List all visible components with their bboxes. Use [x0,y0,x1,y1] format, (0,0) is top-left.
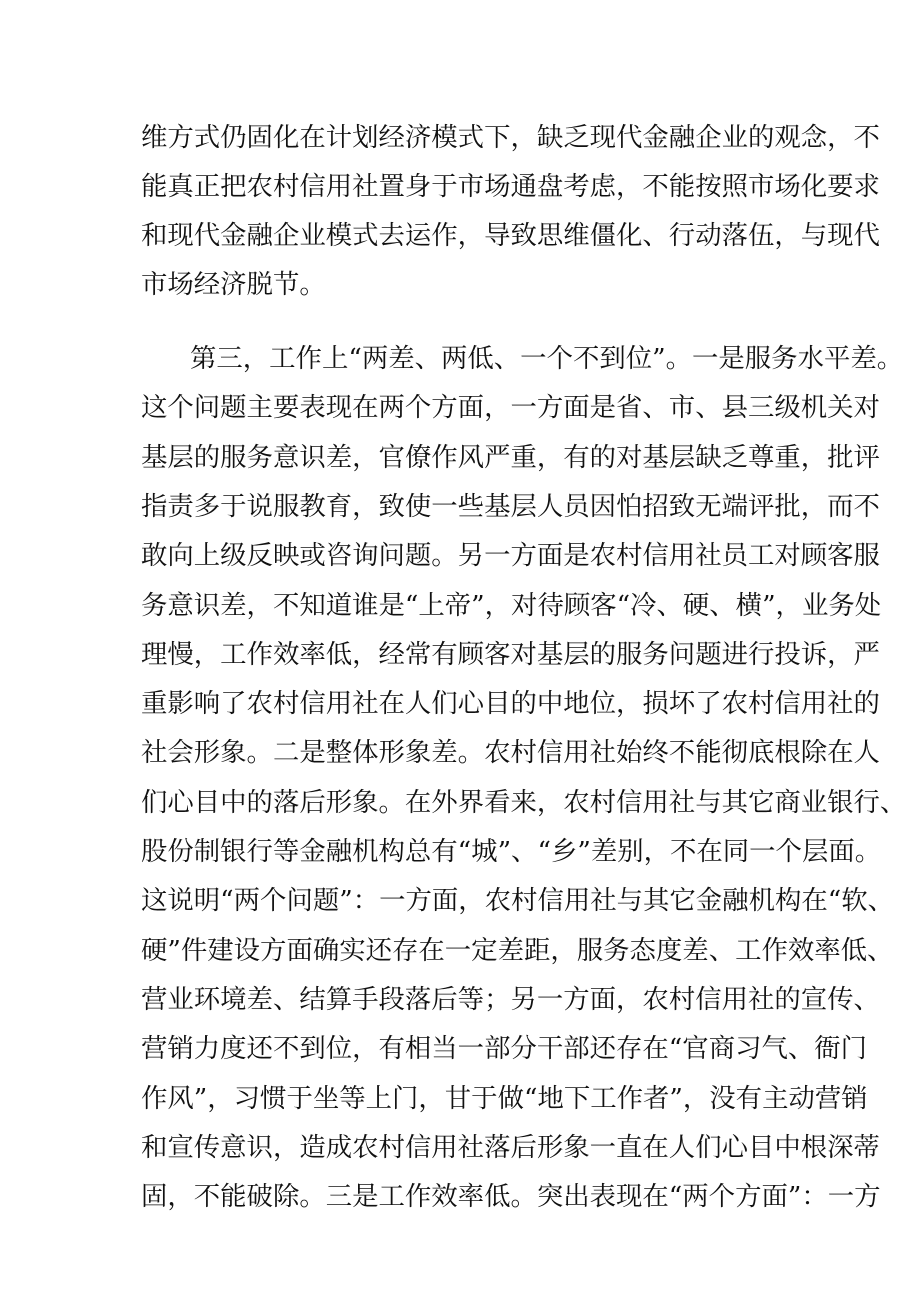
text-line: 社会形象。二是整体形象差。农村信用社始终不能彻底根除在人 [141,737,880,769]
text-line: 能真正把农村信用社置身于市场通盘考虑，不能按照市场化要求 [141,171,880,202]
text-line: 敢向上级反映或咨询问题。另一方面是农村信用社员工对顾客服 [141,540,880,572]
text-line: 和宣传意识，造成农村信用社落后形象一直在人们心目中根深蒂 [141,1131,880,1163]
text-line: 作风”，习惯于坐等上门，甘于做“地下工作者”，没有主动营销 [141,1082,868,1114]
text-line: 基层的服务意识差，官僚作风严重，有的对基层缺乏尊重，批评 [141,441,880,473]
text-line: 理慢，工作效率低，经常有顾客对基层的服务问题进行投诉，严 [141,638,880,670]
text-line: 硬”件建设方面确实还存在一定差距，服务态度差、工作效率低、 [141,934,894,966]
text-line: 们心目中的落后形象。在外界看来，农村信用社与其它商业银行、 [141,786,907,818]
text-line: 第三，工作上“两差、两低、一个不到位”。一是服务水平差。 [190,343,904,374]
text-line: 这说明“两个问题”：一方面，农村信用社与其它金融机构在“软、 [141,885,895,917]
text-line: 指责多于说服教育，致使一些基层人员因怕招致无端评批，而不 [141,490,880,522]
text-line: 维方式仍固化在计划经济模式下，缺乏现代金融企业的观念，不 [141,122,880,153]
text-line: 市场经济脱节。 [141,269,326,300]
text-line: 固，不能破除。三是工作效率低。突出表现在“两个方面”：一方 [141,1181,881,1213]
text-line: 营销力度还不到位，有相当一部分干部还存在“官商习气、衙门 [141,1033,868,1065]
text-line: 营业环境差、结算手段落后等；另一方面，农村信用社的宣传、 [141,983,880,1015]
text-line: 这个问题主要表现在两个方面，一方面是省、市、县三级机关对 [141,392,880,424]
text-line: 务意识差，不知道谁是“上帝”，对待顾客“冷、硬、横”，业务处 [141,589,882,621]
text-line: 重影响了农村信用社在人们心目的中地位，损坏了农村信用社的 [141,688,880,720]
text-line: 和现代金融企业模式去运作，导致思维僵化、行动落伍，与现代 [141,220,880,251]
text-line: 股份制银行等金融机构总有“城”、“乡”差别，不在同一个层面。 [141,836,882,867]
